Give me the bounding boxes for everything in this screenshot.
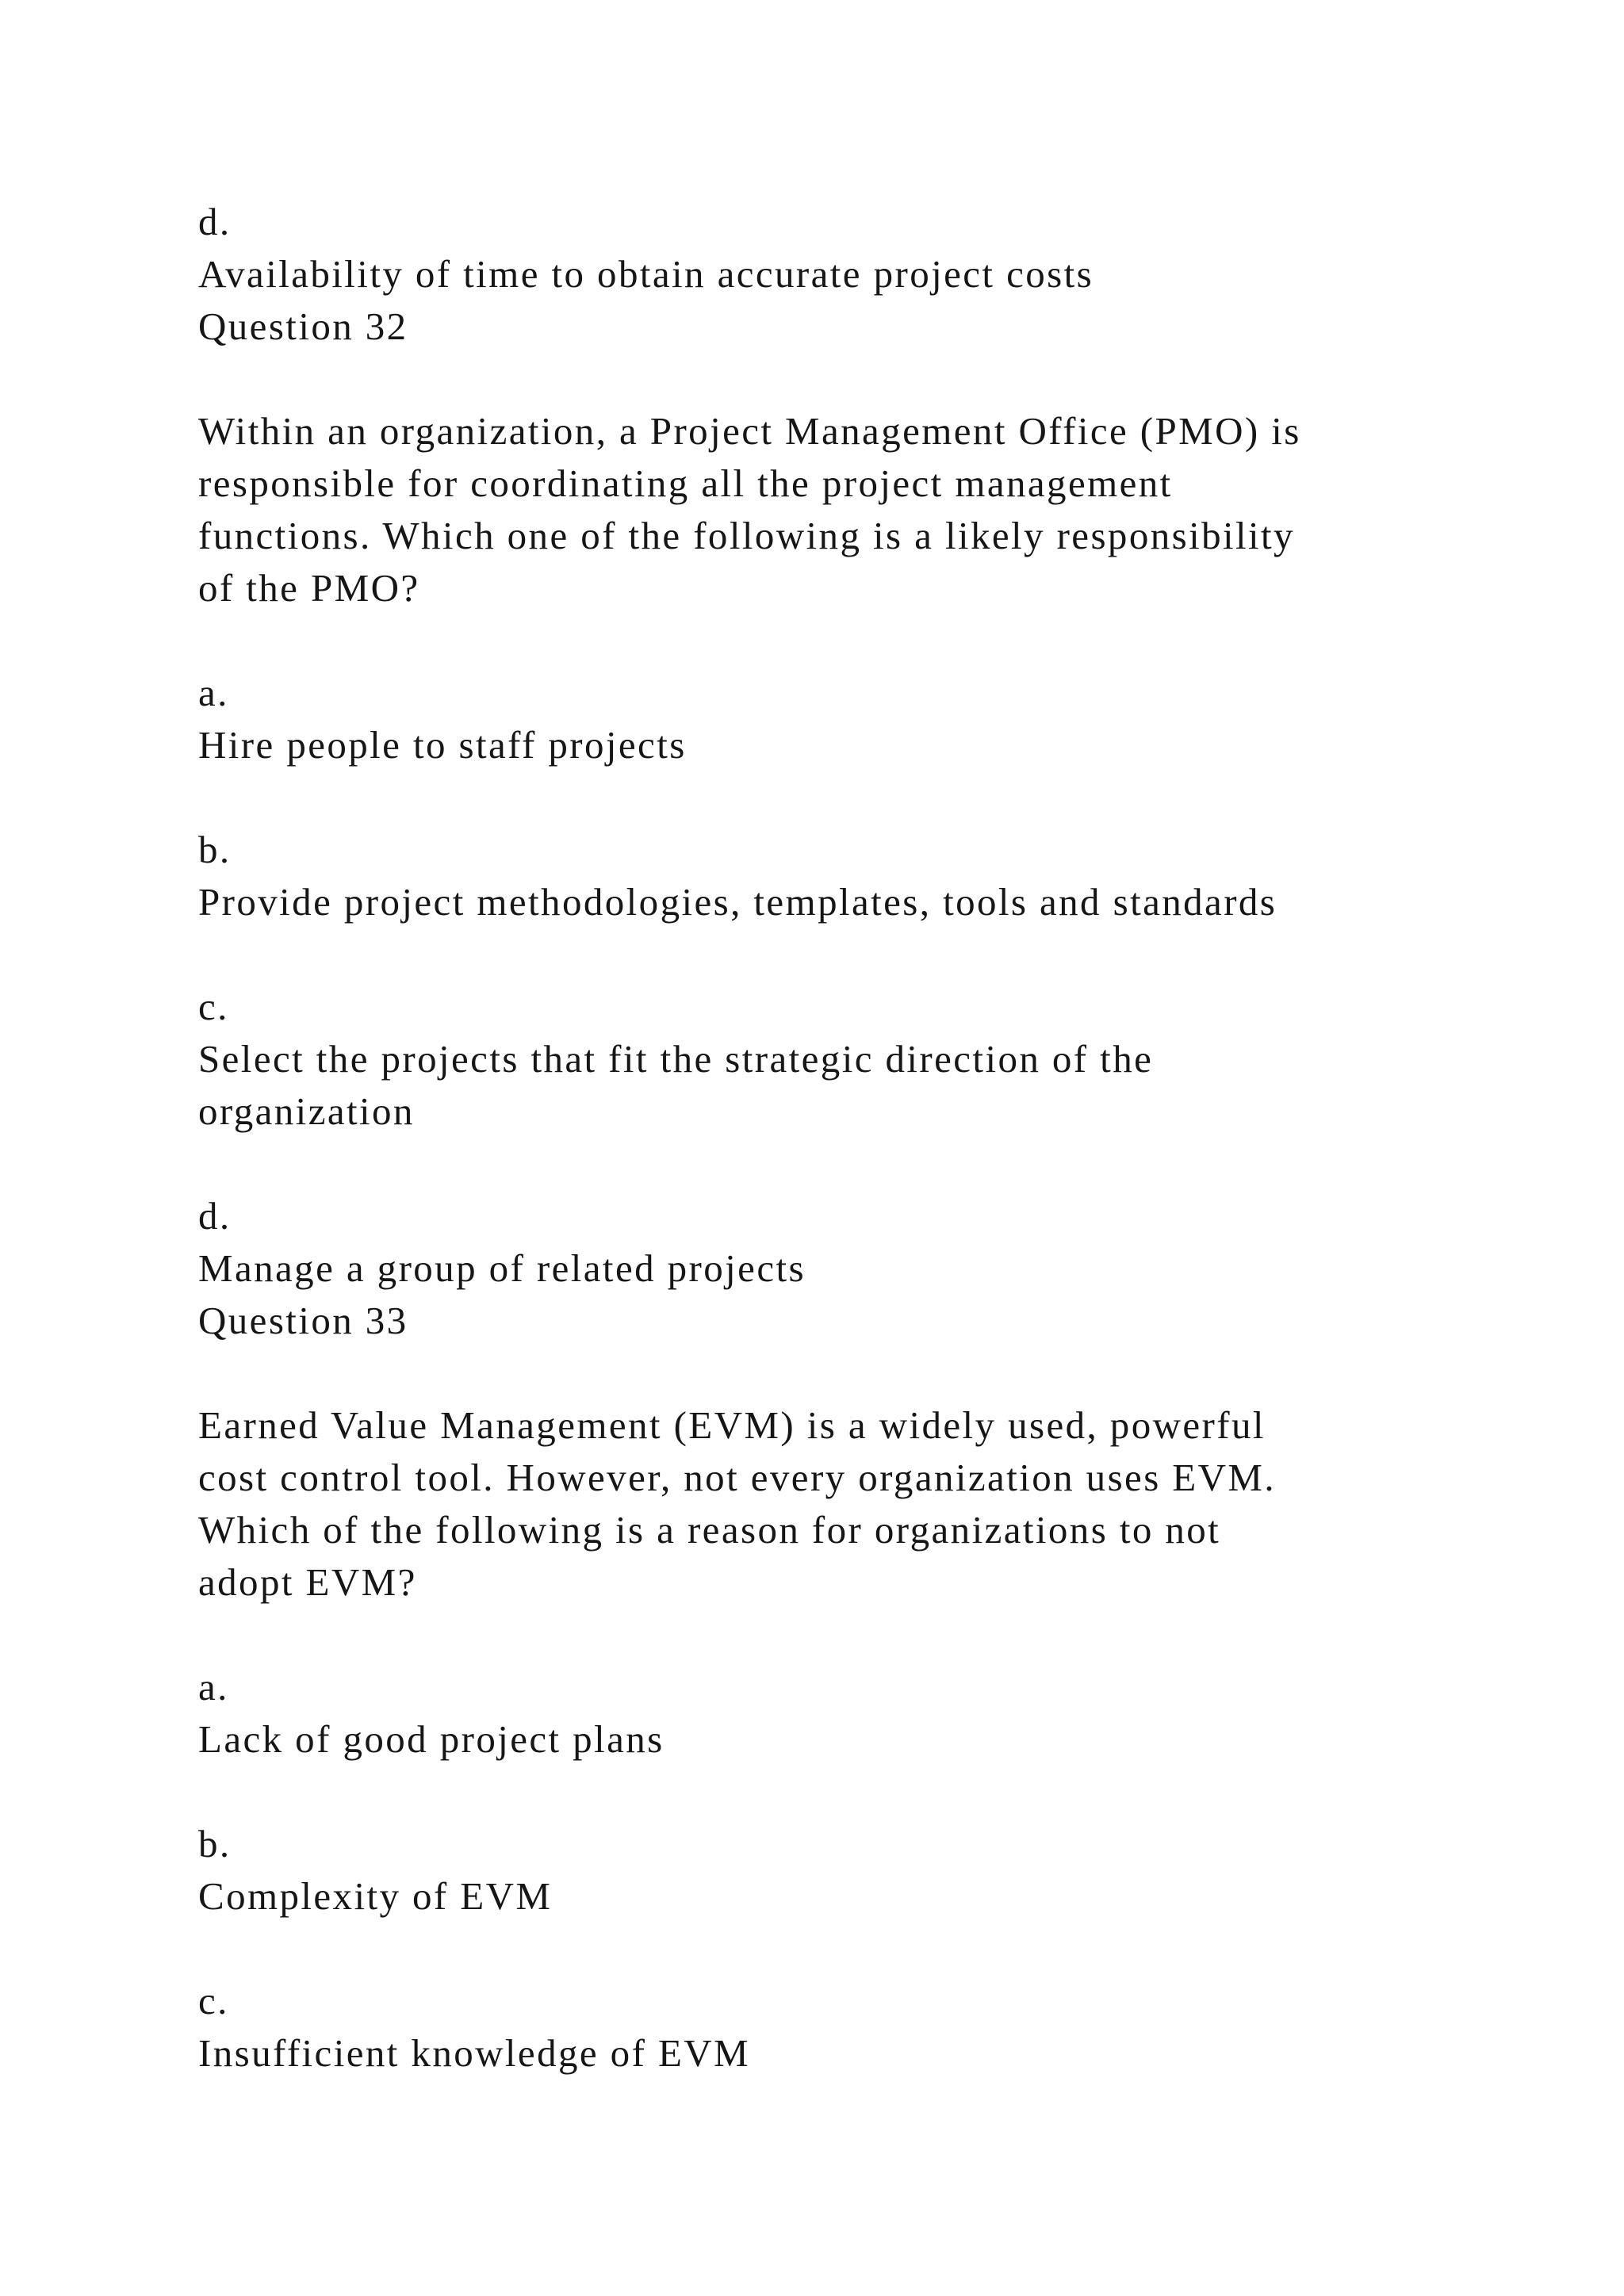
question-32-prompt-line: Within an organization, a Project Management Office (PMO) is <box>198 409 1301 453</box>
q32-option-b-letter: b. <box>198 828 232 871</box>
q32-option-b-text: Provide project methodologies, templates, tools and standards <box>198 880 1277 924</box>
question-32-prompt-line: responsible for coordinating all the project management <box>198 461 1173 505</box>
question-33-prompt-line: Earned Value Management (EVM) is a widely used, powerful <box>198 1403 1266 1447</box>
document-text <box>198 196 1507 2080</box>
spacer <box>198 771 1507 824</box>
q33-option-a-letter: a. <box>198 1665 229 1709</box>
q33-option-b-letter: b. <box>198 1822 232 1866</box>
spacer <box>198 1347 1507 1399</box>
q32-option-c-letter: c. <box>198 985 229 1028</box>
question-33-title: Question 33 <box>198 1299 408 1342</box>
question-32-prompt-line: functions. Which one of the following is a likely responsibility <box>198 514 1295 557</box>
question-33-prompt-line: cost control tool. However, not every organization uses EVM. <box>198 1456 1277 1499</box>
q33-option-c-letter: c. <box>198 1979 229 2022</box>
q32-option-d-text: Manage a group of related projects <box>198 1246 806 1290</box>
spacer <box>198 1923 1507 1975</box>
spacer <box>198 928 1507 981</box>
spacer <box>198 614 1507 667</box>
spacer <box>198 1138 1507 1190</box>
question-32-prompt-line: of the PMO? <box>198 566 420 610</box>
prev-option-d-letter: d. <box>198 200 232 243</box>
prev-option-d-text: Availability of time to obtain accurate project costs <box>198 252 1094 296</box>
question-32-title: Question 32 <box>198 304 408 348</box>
q32-option-c-text: organization <box>198 1089 415 1133</box>
q33-option-b-text: Complexity of EVM <box>198 1874 553 1918</box>
spacer <box>198 1766 1507 1818</box>
q33-option-c-text: Insufficient knowledge of EVM <box>198 2031 751 2075</box>
q32-option-c-text: Select the projects that fit the strategic direction of the <box>198 1037 1154 1081</box>
q32-option-a-letter: a. <box>198 671 229 714</box>
question-33-prompt-line: adopt EVM? <box>198 1560 417 1604</box>
q32-option-a-text: Hire people to staff projects <box>198 723 687 767</box>
spacer <box>198 353 1507 405</box>
q33-option-a-text: Lack of good project plans <box>198 1717 665 1761</box>
q32-option-d-letter: d. <box>198 1194 232 1238</box>
question-33-prompt-line: Which of the following is a reason for organizations to not <box>198 1508 1221 1552</box>
spacer <box>198 1609 1507 1661</box>
